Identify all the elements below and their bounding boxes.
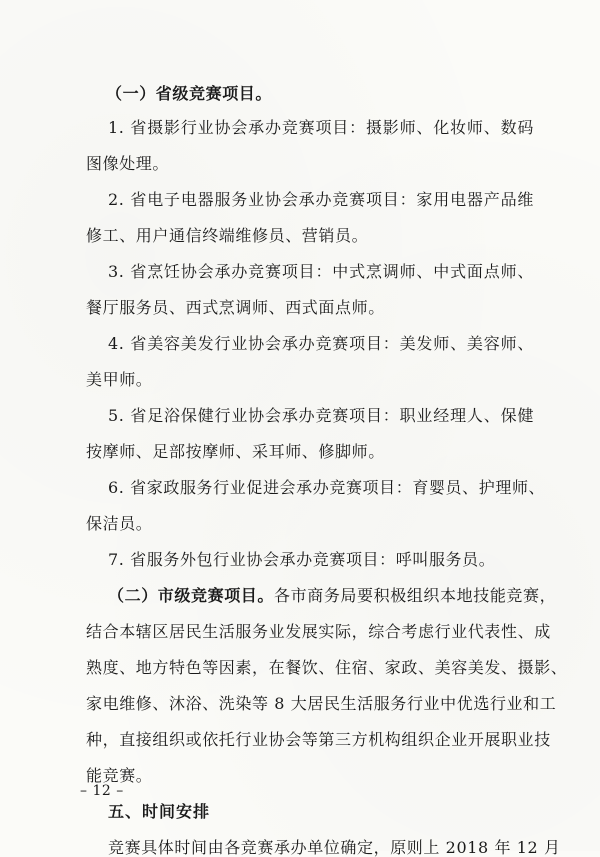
document-body [86,84,568,857]
city-section-line-6: 能竞赛。 [86,766,153,785]
city-section-line-3: 熟度、地方特色等因素，在餐饮、住宿、家政、美容美发、摄影、 [86,658,568,677]
provincial-item-6-line1: 6. 省家政服务行业促进会承办竞赛项目：育婴员、护理师、 [108,478,546,497]
section-five-line-1: 竞赛具体时间由各竞赛承办单位确定，原则上 2018 年 12 月 [108,838,561,857]
provincial-item-5-line2: 按摩师、足部按摩师、采耳师、修脚师。 [86,442,385,461]
provincial-item-3-line1: 3. 省烹饪协会承办竞赛项目：中式烹调师、中式面点师、 [108,262,534,281]
provincial-item-5-line1: 5. 省足浴保健行业协会承办竞赛项目：职业经理人、保健 [108,406,534,425]
provincial-item-4-line2: 美甲师。 [86,370,153,389]
section-five-heading: 五、时间安排 [108,802,211,821]
provincial-item-2-line2: 修工、用户通信终端维修员、营销员。 [86,226,369,245]
page-number: – 12 – [80,783,124,799]
provincial-item-1-line2: 图像处理。 [86,154,170,173]
provincial-item-3-line2: 餐厅服务员、西式烹调师、西式面点师。 [86,298,385,317]
city-section-line-5: 种，直接组织或依托行业协会等第三方机构组织企业开展职业技 [86,730,551,749]
provincial-section-title: （一）省级竞赛项目。 [106,84,273,103]
city-section-line-4: 家电维修、沐浴、洗染等 8 大居民生活服务行业中优选行业和工 [86,694,557,713]
provincial-item-7-line1: 7. 省服务外包行业协会承办竞赛项目：呼叫服务员。 [108,550,496,569]
provincial-item-1-line1: 1. 省摄影行业协会承办竞赛项目：摄影师、化妆师、数码 [108,118,534,137]
provincial-item-6-line2: 保洁员。 [86,514,153,533]
city-section-first-line-rest: 各市商务局要积极组织本地技能竞赛， [274,586,557,605]
city-section-line-2: 结合本辖区居民生活服务业发展实际，综合考虑行业代表性、成 [86,622,551,641]
provincial-item-2-line1: 2. 省电子电器服务业协会承办竞赛项目：家用电器产品维 [108,190,534,209]
city-section-title: （二）市级竞赛项目。 [108,586,275,605]
provincial-item-4-line1: 4. 省美容美发行业协会承办竞赛项目：美发师、美容师、 [108,334,534,353]
city-section-first-line [86,586,557,605]
